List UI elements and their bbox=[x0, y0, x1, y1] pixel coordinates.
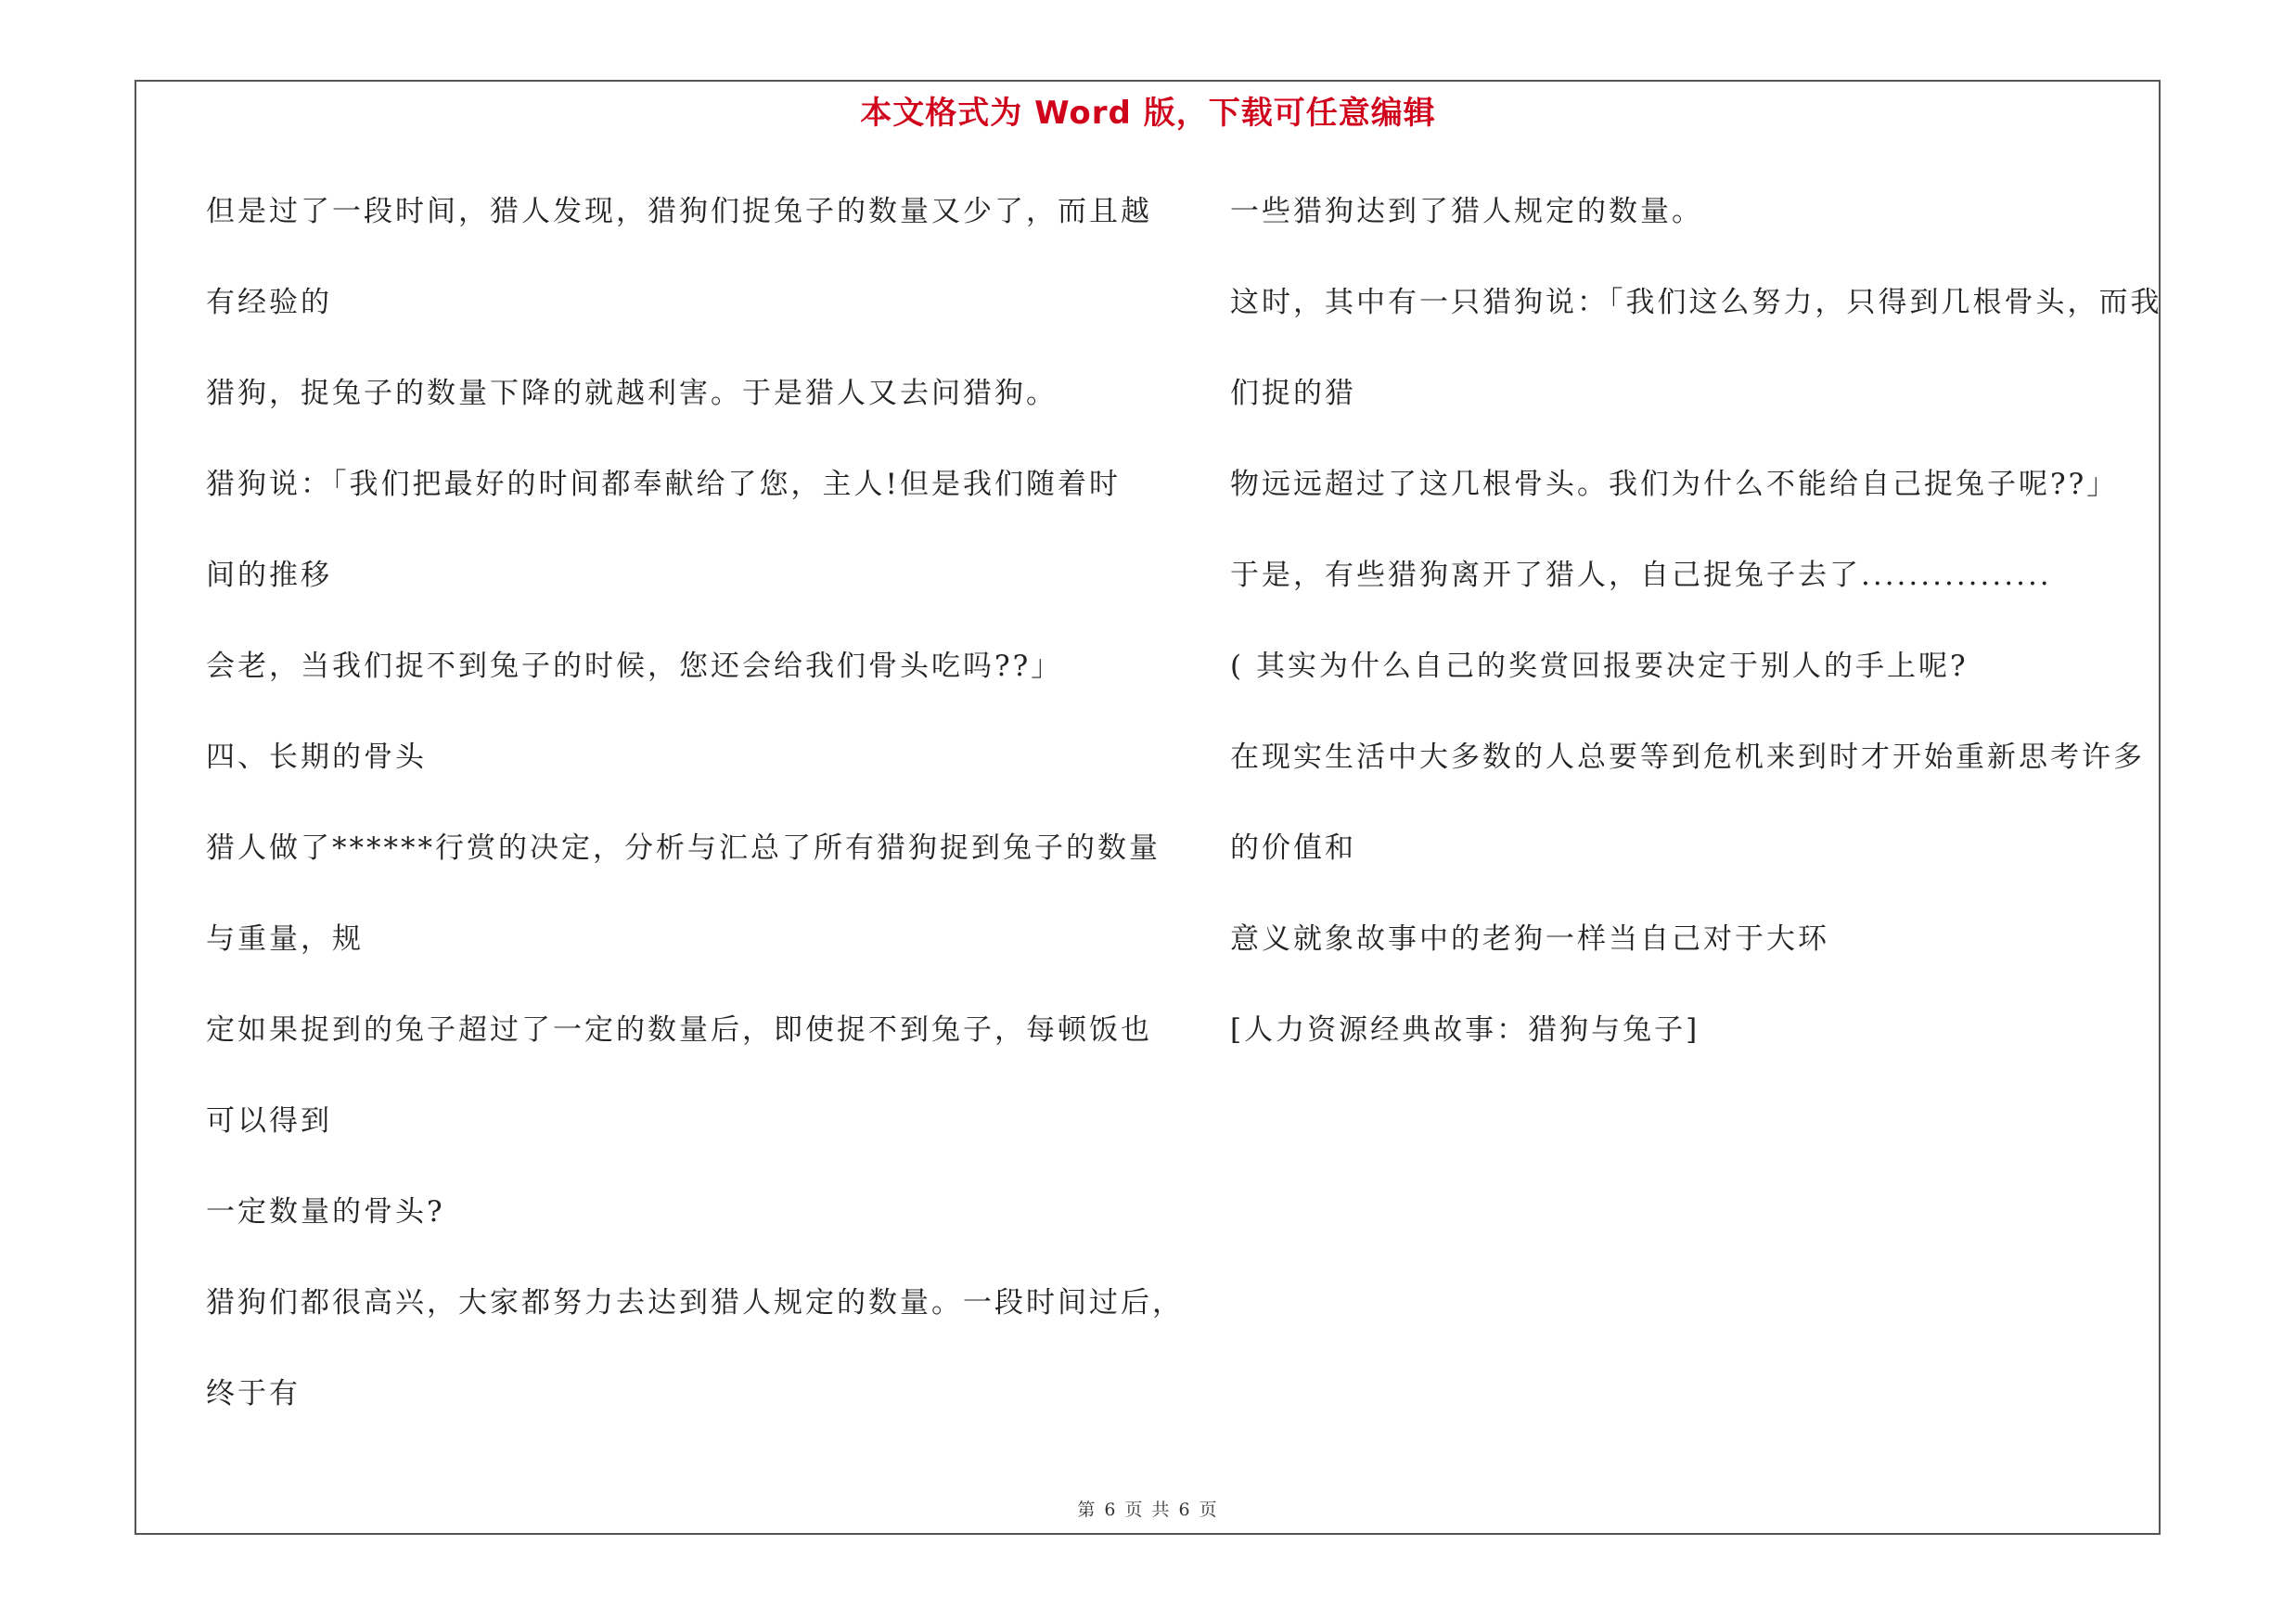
text-line: 意义就象故事中的老狗一样当自己对于大环 bbox=[1230, 922, 1829, 956]
text-line: 这时，其中有一只猎狗说：「我们这么努力，只得到几根骨头，而我 bbox=[1230, 286, 2162, 319]
text-line: 于是，有些猎狗离开了猎人，自己捉兔子去了................ bbox=[1230, 559, 2052, 592]
text-line: 有经验的 bbox=[206, 286, 332, 319]
text-line: 一些猎狗达到了猎人规定的数量。 bbox=[1230, 195, 1703, 228]
page-number: 第 6 页 共 6 页 bbox=[1077, 1500, 1219, 1520]
text-line: 会老，当我们捉不到兔子的时候，您还会给我们骨头吃吗??」 bbox=[206, 650, 1063, 683]
section-heading: 四、长期的骨头 bbox=[206, 741, 427, 774]
text-line: ( 其实为什么自己的奖赏回报要决定于别人的手上呢? bbox=[1230, 650, 1969, 683]
text-line: 们捉的猎 bbox=[1230, 377, 1356, 410]
text-line: 可以得到 bbox=[206, 1104, 332, 1138]
text-line: 猎狗说：「我们把最好的时间都奉献给了您，主人!但是我们随着时 bbox=[206, 468, 1121, 501]
text-line: 物远远超过了这几根骨头。我们为什么不能给自己捉兔子呢??」 bbox=[1230, 468, 2119, 501]
right-column bbox=[1230, 182, 2162, 1091]
document-banner: 本文格式为 Word 版，下载可任意编辑 bbox=[860, 95, 1436, 132]
source-citation: [人力资源经典故事：猎狗与兔子] bbox=[1230, 1013, 1700, 1047]
text-line: 定如果捉到的兔子超过了一定的数量后，即使捉不到兔子，每顿饭也 bbox=[206, 1013, 1152, 1047]
text-line: 终于有 bbox=[206, 1377, 301, 1410]
text-line: 猎狗，捉兔子的数量下降的就越利害。于是猎人又去问猎狗。 bbox=[206, 377, 1058, 410]
left-column bbox=[206, 182, 1184, 1455]
text-line: 一定数量的骨头? bbox=[206, 1195, 445, 1229]
text-line: 与重量，规 bbox=[206, 922, 364, 956]
text-line: 在现实生活中大多数的人总要等到危机来到时才开始重新思考许多 bbox=[1230, 741, 2145, 774]
text-line: 猎狗们都很高兴，大家都努力去达到猎人规定的数量。一段时间过后， bbox=[206, 1286, 1184, 1320]
text-line: 但是过了一段时间，猎人发现，猎狗们捉兔子的数量又少了，而且越 bbox=[206, 195, 1152, 228]
text-line: 猎人做了******行赏的决定，分析与汇总了所有猎狗捉到兔子的数量 bbox=[206, 831, 1161, 865]
text-line: 间的推移 bbox=[206, 559, 332, 592]
text-line: 的价值和 bbox=[1230, 831, 1356, 865]
